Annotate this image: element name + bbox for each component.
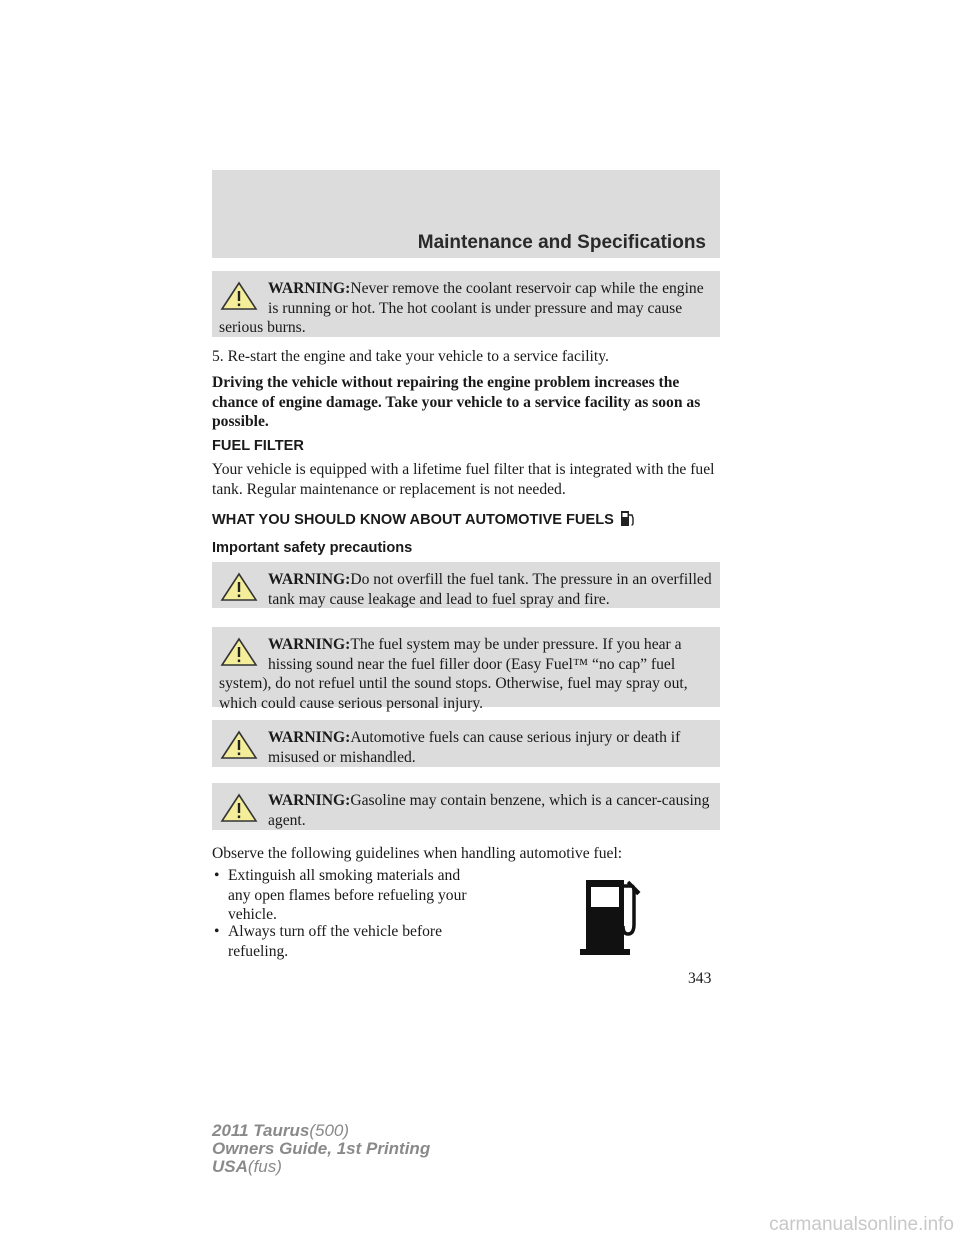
section-header — [212, 170, 720, 258]
section-title: Maintenance and Specifications — [417, 232, 706, 253]
footer-market-code: (fus) — [247, 1157, 282, 1176]
warning-triangle-icon — [220, 730, 258, 760]
fuels-heading-text: WHAT YOU SHOULD KNOW ABOUT AUTOMOTIVE FUELS — [212, 512, 614, 528]
safety-subheading: Important safety precautions — [212, 540, 413, 556]
warning-text-rest: engine is running or hot. The hot coolant is under pressure and may cause serious burns. — [219, 280, 704, 336]
warning-box-pressure — [212, 627, 720, 712]
warning-label: WARNING: — [268, 792, 351, 809]
fuel-filter-body: Your vehicle is equipped with a lifetime fuel filter that is integrated with the fuel tank. Regular maintenance or replacement is not needed. — [212, 461, 715, 498]
warning-text-first: Do not overfill the fuel tank. The pressure in an — [350, 571, 648, 588]
footer-printing: Owners Guide, 1st Printing — [212, 1139, 431, 1158]
bold-notice: Driving the vehicle without repairing the engine problem increases the chance of engine damage. Take your vehicle to a service facility as soon as possible. — [212, 374, 701, 430]
warning-text-first: Never remove the coolant reservoir cap while the — [350, 280, 659, 297]
observe-intro: Observe the following guidelines when handling automotive fuel: — [212, 845, 623, 862]
warning-label: WARNING: — [268, 280, 351, 297]
list-item-text: Extinguish all smoking materials and any open flames before refueling your vehicle. — [228, 867, 467, 923]
watermark: carmanualsonline.info — [769, 1214, 954, 1235]
warning-label: WARNING: — [268, 571, 351, 588]
fuel-pump-icon — [620, 509, 636, 531]
page-number: 343 — [688, 970, 712, 987]
warning-triangle-icon — [220, 793, 258, 823]
warning-text-rest: if misused or mishandled. — [268, 729, 681, 766]
warning-label: WARNING: — [268, 729, 351, 746]
footer-market: USA — [212, 1157, 248, 1176]
warning-text-rest: a hissing sound near the fuel filler door (Easy Fuel™ “no cap” fuel system), do not refuel until the sound stops. Otherwise, fuel may spray out, which could cause serious personal injury. — [219, 636, 688, 712]
list-item: • Extinguish all smoking materials and any open flames before refueling your vehicle. — [214, 866, 474, 925]
warning-box-overfill — [212, 562, 720, 608]
warning-text-first: The fuel system may be under pressure. If you hear — [350, 636, 671, 653]
step-5: 5. Re-start the engine and take your vehicle to a service facility. — [212, 348, 609, 365]
warning-label: WARNING: — [268, 636, 351, 653]
warning-triangle-icon — [220, 572, 258, 602]
warning-text-first: Gasoline may contain benzene, which is a — [350, 792, 613, 809]
warning-triangle-icon — [220, 637, 258, 667]
fuel-filter-heading: FUEL FILTER — [212, 438, 304, 454]
warning-box-coolant — [212, 271, 720, 337]
warning-box-misuse — [212, 720, 720, 767]
list-item: • Always turn off the vehicle before refueling. — [214, 922, 474, 961]
print-footer — [212, 1122, 430, 1176]
warning-triangle-icon — [220, 281, 258, 311]
warning-box-benzene — [212, 783, 720, 830]
fuel-pump-illustration — [578, 876, 644, 956]
footer-model: 2011 Taurus — [212, 1121, 310, 1140]
warning-text-rest: cancer-causing agent. — [268, 792, 710, 829]
footer-model-code: (500) — [309, 1121, 350, 1140]
warning-text-first: Automotive fuels can cause serious injury or death — [350, 729, 667, 746]
list-item-text: Always turn off the vehicle before refueling. — [228, 923, 443, 960]
fuels-heading — [212, 509, 636, 531]
warning-text-rest: overfilled tank may cause leakage and lead to fuel spray and fire. — [268, 571, 712, 608]
